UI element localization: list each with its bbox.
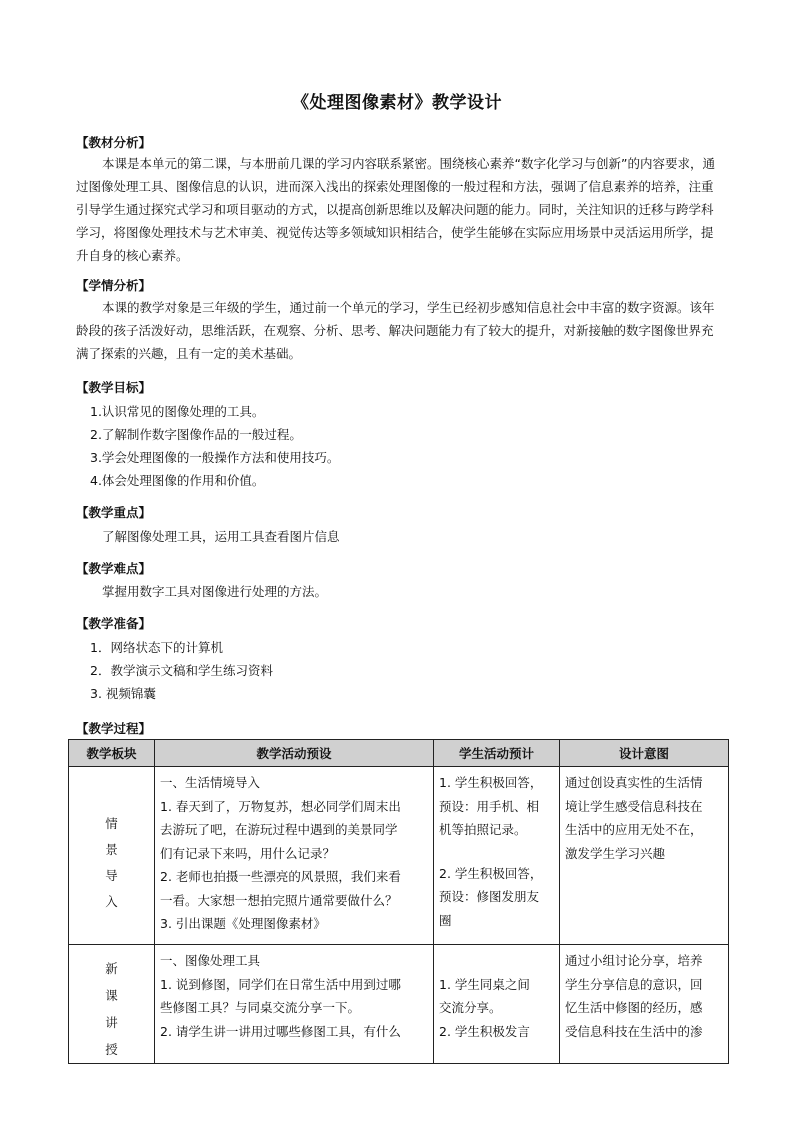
student-activity-cell bbox=[434, 945, 560, 1064]
cell-line: 通过创设真实性的生活情 bbox=[565, 775, 703, 790]
goal-item: 4.体会处理图像的作用和价值。 bbox=[90, 473, 265, 488]
preparation-heading: 【教学准备】 bbox=[76, 616, 152, 631]
block-cell-new-lesson bbox=[69, 945, 155, 1064]
cell-line: 1. 说到修图，同学们在日常生活中用到过哪 bbox=[160, 976, 401, 992]
cell-line: 些修图工具？与同桌交流分享一下。 bbox=[160, 1000, 361, 1015]
block-char: 景 bbox=[105, 842, 118, 857]
column-header: 教学活动预设 bbox=[155, 740, 434, 767]
goal-item: 2.了解制作数字图像作品的一般过程。 bbox=[90, 427, 302, 442]
block-char: 授 bbox=[105, 1042, 118, 1057]
document-title: 《处理图像素材》教学设计 bbox=[292, 93, 502, 113]
table-row bbox=[69, 945, 729, 1064]
process-heading: 【教学过程】 bbox=[76, 721, 152, 736]
block-char: 讲 bbox=[105, 1015, 118, 1030]
cell-line: 预设：用手机、相 bbox=[439, 798, 540, 814]
cell-line: 们有记录下来吗，用什么记录？ bbox=[160, 845, 336, 861]
cell-line: 1. 学生积极回答， bbox=[439, 775, 543, 790]
key-point-heading: 【教学重点】 bbox=[76, 505, 152, 520]
block-char: 导 bbox=[105, 868, 118, 883]
cell-line: 1. 春天到了，万物复苏，想必同学们周末出 bbox=[160, 798, 401, 814]
cell-line: 一、生活情境导入 bbox=[160, 775, 261, 790]
block-char: 课 bbox=[105, 988, 118, 1003]
cell-line: 预设：修图发朋友 bbox=[439, 889, 540, 904]
column-header: 教学板块 bbox=[69, 740, 155, 767]
process-table bbox=[68, 739, 729, 1064]
cell-line: 学生分享信息的意识，回 bbox=[565, 976, 703, 992]
preparation-item: 2．教学演示文稿和学生练习资料 bbox=[90, 663, 273, 678]
cell-line: 境让学生感受信息科技在 bbox=[565, 798, 703, 814]
cell-line: 机等拍照记录。 bbox=[439, 822, 527, 837]
design-intent-cell bbox=[560, 767, 729, 945]
cell-line: 圈 bbox=[439, 912, 452, 928]
preparation-item: 1．网络状态下的计算机 bbox=[90, 640, 223, 655]
cell-line: 3. 引出课题《处理图像素材》 bbox=[160, 916, 326, 931]
cell-line: 2. 学生积极发言 bbox=[439, 1023, 530, 1039]
material-analysis-text: 本课是本单元的第二课，与本册前几课的学习内容联系紧密。围绕核心素养“数字化学习与创新”的内容要求，通过图像处理工具、图像信息的认识，进而深入浅出的探索处理图像的一般过程和方法，强调了信息素养的培养，注重引导学生通过探究式学习和项目驱动的方式，以提高创新思维以及解决问题的能力。同时，关注知识的迁移与跨学科学习，将图像处理技术与艺术审美、视觉传达等多领域知识相结合，使学生能够在实际应用场景中灵活运用所学，提升自身的核心素养。 bbox=[76, 156, 715, 263]
student-analysis-heading: 【学情分析】 bbox=[76, 278, 152, 293]
cell-line: 通过小组讨论分享，培养 bbox=[565, 953, 703, 968]
key-point-text: 了解图像处理工具，运用工具查看图片信息 bbox=[102, 529, 340, 544]
block-char: 新 bbox=[105, 961, 118, 976]
cell-line: 忆生活中修图的经历，感 bbox=[565, 1000, 703, 1015]
difficulty-text: 掌握用数字工具对图像进行处理的方法。 bbox=[102, 584, 328, 599]
difficulty-heading: 【教学难点】 bbox=[76, 561, 152, 576]
cell-line: 去游玩了吧，在游玩过程中遇到的美景同学 bbox=[160, 822, 398, 837]
cell-line: 生活中的应用无处不在， bbox=[565, 822, 703, 837]
table-row bbox=[69, 767, 729, 945]
teaching-goals-heading: 【教学目标】 bbox=[76, 380, 152, 395]
cell-line: 2. 请学生讲一讲用过哪些修图工具，有什么 bbox=[160, 1023, 401, 1039]
teacher-activity-cell bbox=[155, 767, 434, 945]
table-header-row bbox=[69, 740, 729, 767]
column-header: 设计意图 bbox=[560, 740, 729, 767]
block-cell-intro bbox=[69, 767, 155, 945]
cell-line: 一、图像处理工具 bbox=[160, 953, 261, 968]
student-analysis-text: 本课的教学对象是三年级的学生，通过前一个单元的学习，学生已经初步感知信息社会中丰富的数字资源。该年龄段的孩子活泼好动，思维活跃，在观察、分析、思考、解决问题能力有了较大的提升，对新接触的数字图像世界充满了探索的兴趣，且有一定的美术基础。 bbox=[76, 300, 715, 361]
design-intent-cell bbox=[560, 945, 729, 1064]
preparation-item: 3. 视频锦囊 bbox=[90, 686, 156, 701]
teacher-activity-cell bbox=[155, 945, 434, 1064]
goal-item: 1.认识常见的图像处理的工具。 bbox=[90, 404, 265, 419]
goal-item: 3.学会处理图像的一般操作方法和使用技巧。 bbox=[90, 450, 340, 465]
cell-line: 2. 老师也拍摄一些漂亮的风景照，我们来看 bbox=[160, 869, 401, 884]
block-char: 入 bbox=[105, 894, 118, 909]
cell-line: 交流分享。 bbox=[439, 1000, 502, 1015]
student-activity-cell bbox=[434, 767, 560, 945]
cell-line: 1. 学生同桌之间 bbox=[439, 976, 530, 992]
cell-line: 受信息科技在生活中的渗 bbox=[565, 1023, 703, 1039]
column-header: 学生活动预计 bbox=[434, 740, 560, 767]
block-char: 情 bbox=[105, 816, 118, 831]
cell-line: 一看。大家想一想拍完照片通常要做什么？ bbox=[160, 892, 398, 908]
material-analysis-heading: 【教材分析】 bbox=[76, 135, 152, 150]
cell-line bbox=[439, 949, 554, 973]
cell-line: 2. 学生积极回答， bbox=[439, 865, 543, 881]
cell-line: 激发学生学习兴趣 bbox=[565, 845, 666, 861]
